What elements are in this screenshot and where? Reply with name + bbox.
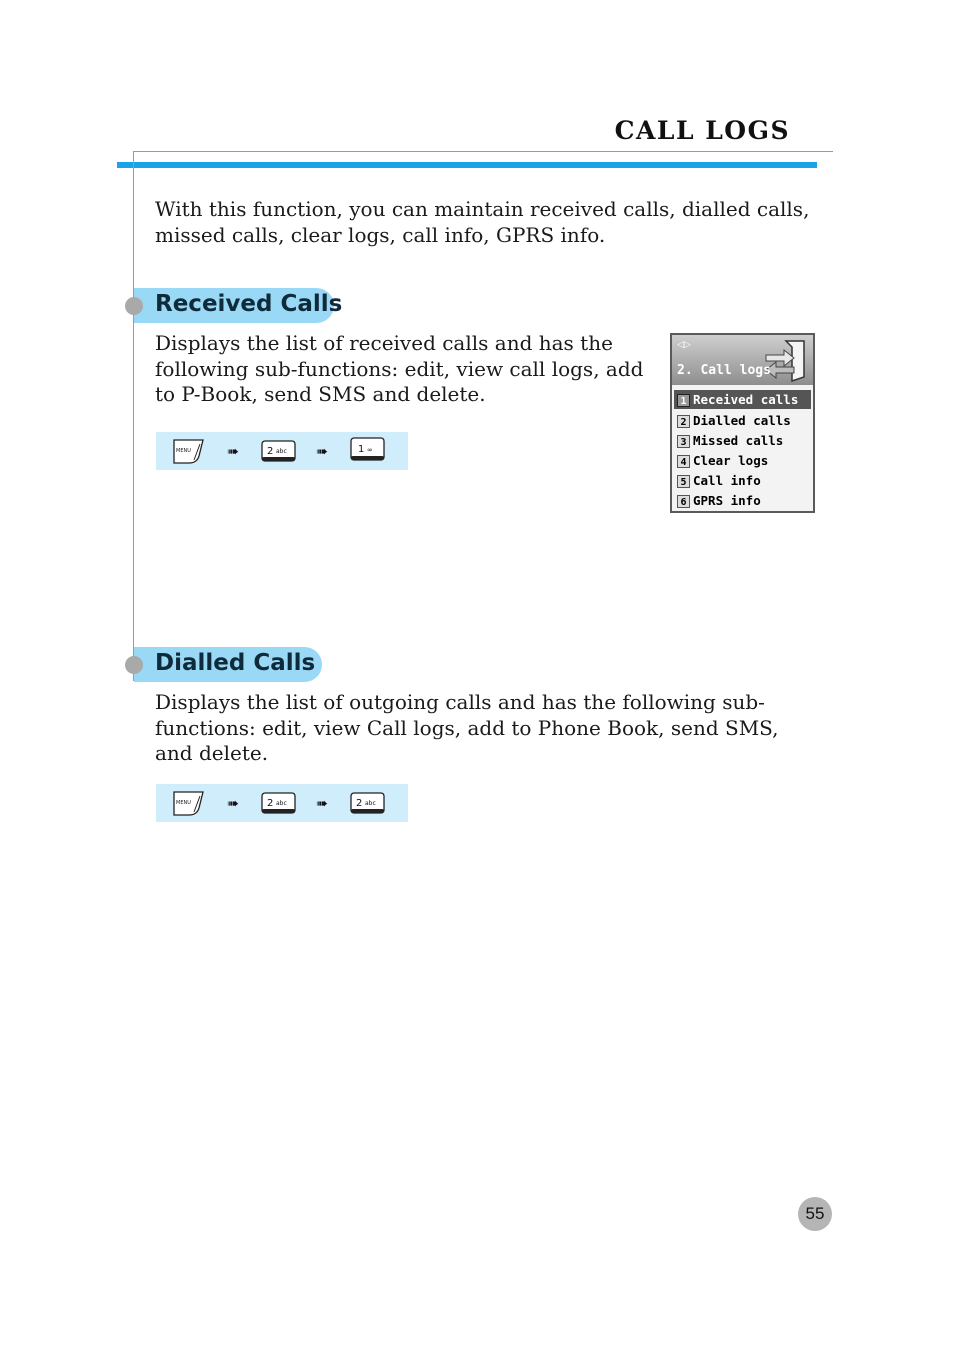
menu-key-icon bbox=[174, 792, 203, 815]
key-sequence-graphic bbox=[156, 784, 408, 822]
menu-item-label: Dialled calls bbox=[693, 413, 791, 428]
svg-text:➠: ➠ bbox=[316, 444, 328, 460]
menu-item-dialled-calls[interactable] bbox=[674, 411, 811, 430]
key-2-icon bbox=[351, 793, 384, 813]
menu-item-missed-calls[interactable] bbox=[674, 431, 811, 450]
menu-item-received-calls[interactable] bbox=[674, 390, 811, 409]
svg-text:MENU: MENU bbox=[176, 800, 191, 806]
menu-number-5: 5 bbox=[677, 475, 690, 488]
svg-text:2: 2 bbox=[267, 798, 274, 809]
dialled-calls-description: Displays the list of outgoing calls and has the following sub-functions: edit, view Call logs, add to Phone Book, send SMS, and delete. bbox=[155, 690, 779, 765]
svg-text:MENU: MENU bbox=[176, 448, 191, 454]
menu-key-icon bbox=[174, 440, 203, 463]
bullet-dot-icon bbox=[125, 656, 143, 674]
svg-text:∞: ∞ bbox=[367, 446, 373, 454]
key-2-icon bbox=[262, 441, 295, 461]
section-heading-dialled-calls: Dialled Calls bbox=[155, 650, 316, 676]
svg-text:2: 2 bbox=[267, 446, 274, 457]
key-sequence-graphic bbox=[156, 432, 408, 470]
menu-item-call-info[interactable] bbox=[674, 471, 811, 490]
menu-number-4: 4 bbox=[677, 455, 690, 468]
phone-screen-header bbox=[672, 335, 813, 385]
key-2-icon bbox=[262, 793, 295, 813]
page-number: 55 bbox=[798, 1197, 832, 1231]
page-title: CALL LOGS bbox=[614, 116, 790, 145]
key-sequence-dialled bbox=[156, 784, 408, 822]
menu-item-label: Clear logs bbox=[693, 453, 769, 468]
received-calls-description: Displays the list of received calls and has the following sub-functions: edit, view call logs, add to P-Book, send SMS and delete. bbox=[155, 331, 644, 406]
bullet-dot-icon bbox=[125, 297, 143, 315]
menu-number-1: 1 bbox=[677, 394, 690, 407]
header-accent-bar bbox=[117, 162, 817, 168]
key-sequence-received bbox=[156, 432, 408, 470]
svg-text:➠: ➠ bbox=[316, 796, 328, 812]
menu-item-gprs-info[interactable] bbox=[674, 491, 811, 510]
phone-screen-title: 2. Call logs bbox=[677, 363, 771, 378]
nav-arrows-icon: ◁▷ bbox=[677, 340, 691, 350]
svg-text:abc: abc bbox=[276, 448, 287, 455]
svg-text:abc: abc bbox=[276, 800, 287, 807]
call-log-arrows-icon bbox=[764, 337, 812, 383]
menu-number-3: 3 bbox=[677, 435, 690, 448]
svg-text:abc: abc bbox=[365, 800, 376, 807]
phone-screen-call-logs bbox=[670, 333, 815, 513]
menu-number-2: 2 bbox=[677, 415, 690, 428]
menu-number-6: 6 bbox=[677, 495, 690, 508]
header-rule bbox=[133, 151, 833, 152]
key-1-icon bbox=[351, 438, 384, 460]
menu-item-label: Call info bbox=[693, 473, 761, 488]
menu-item-label: GPRS info bbox=[693, 493, 761, 508]
menu-item-label: Missed calls bbox=[693, 433, 784, 448]
menu-item-label: Received calls bbox=[693, 392, 799, 407]
intro-paragraph: With this function, you can maintain received calls, dialled calls, missed calls, clear logs, call info, GPRS info. bbox=[155, 197, 810, 247]
margin-rule bbox=[133, 151, 134, 681]
svg-text:2: 2 bbox=[356, 798, 363, 809]
menu-item-clear-logs[interactable] bbox=[674, 451, 811, 470]
svg-text:➠: ➠ bbox=[227, 444, 239, 460]
svg-text:1: 1 bbox=[358, 444, 365, 455]
section-heading-received-calls: Received Calls bbox=[155, 291, 343, 317]
svg-text:➠: ➠ bbox=[227, 796, 239, 812]
